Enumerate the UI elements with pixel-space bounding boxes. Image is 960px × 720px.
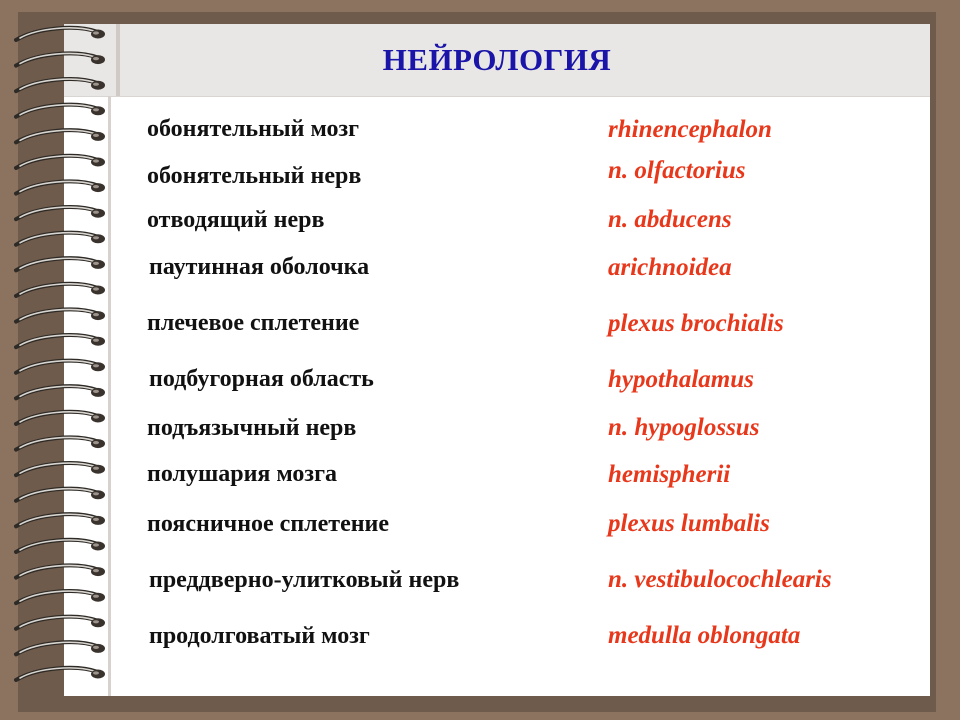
binding-ring — [16, 207, 105, 219]
term-la-1: rhinencephalon — [608, 116, 772, 143]
term-la-7: n. hypoglossus — [608, 414, 760, 441]
term-ru-5: плечевое сплетение — [147, 310, 360, 336]
header-band — [64, 24, 930, 97]
binding-ring — [16, 617, 105, 629]
term-la-9: plexus lumbalis — [608, 510, 770, 537]
binding-ring — [16, 642, 105, 654]
binding-ring — [16, 361, 105, 373]
binding-ring — [16, 514, 105, 526]
term-la-6: hypothalamus — [608, 366, 754, 393]
binding-ring — [16, 335, 105, 347]
binding-ring — [16, 156, 105, 168]
binding-ring — [16, 130, 105, 142]
term-ru-7: подъязычный нерв — [147, 415, 357, 441]
binding-ring — [16, 258, 105, 270]
spiral-binding — [6, 20, 116, 700]
binding-ring — [16, 412, 105, 424]
binding-ring — [16, 540, 105, 552]
binding-ring — [16, 105, 105, 117]
binding-ring — [16, 565, 105, 577]
term-ru-4: паутинная оболочка — [149, 254, 370, 280]
binding-ring — [16, 386, 105, 398]
term-ru-9: поясничное сплетение — [147, 511, 390, 537]
term-la-5: plexus brochialis — [608, 310, 784, 337]
term-la-10: n. vestibulocochlearis — [608, 566, 832, 593]
binding-ring — [16, 309, 105, 321]
term-la-3: n. abducens — [608, 206, 732, 233]
binding-ring — [16, 668, 105, 680]
page-title: НЕЙРОЛОГИЯ — [382, 42, 612, 77]
term-la-8: hemispherii — [608, 461, 731, 488]
binding-ring — [16, 463, 105, 475]
term-la-2: n. olfactorius — [608, 157, 746, 184]
binding-ring — [16, 28, 105, 40]
binding-ring — [16, 284, 105, 296]
term-la-11: medulla oblongata — [608, 622, 801, 649]
term-ru-2: обонятельный нерв — [147, 163, 362, 189]
term-la-4: arichnoidea — [608, 254, 732, 281]
term-ru-1: обонятельный мозг — [147, 116, 360, 142]
binding-ring — [16, 53, 105, 65]
term-ru-11: продолговатый мозг — [149, 623, 370, 649]
binding-ring — [16, 591, 105, 603]
term-ru-6: подбугорная область — [149, 366, 374, 392]
term-ru-8: полушария мозга — [147, 461, 337, 487]
term-ru-3: отводящий нерв — [147, 207, 325, 233]
binding-ring — [16, 79, 105, 91]
binding-ring — [16, 489, 105, 501]
binding-ring — [16, 437, 105, 449]
binding-ring — [16, 181, 105, 193]
binding-ring — [16, 233, 105, 245]
term-ru-10: преддверно-улитковый нерв — [149, 567, 460, 593]
